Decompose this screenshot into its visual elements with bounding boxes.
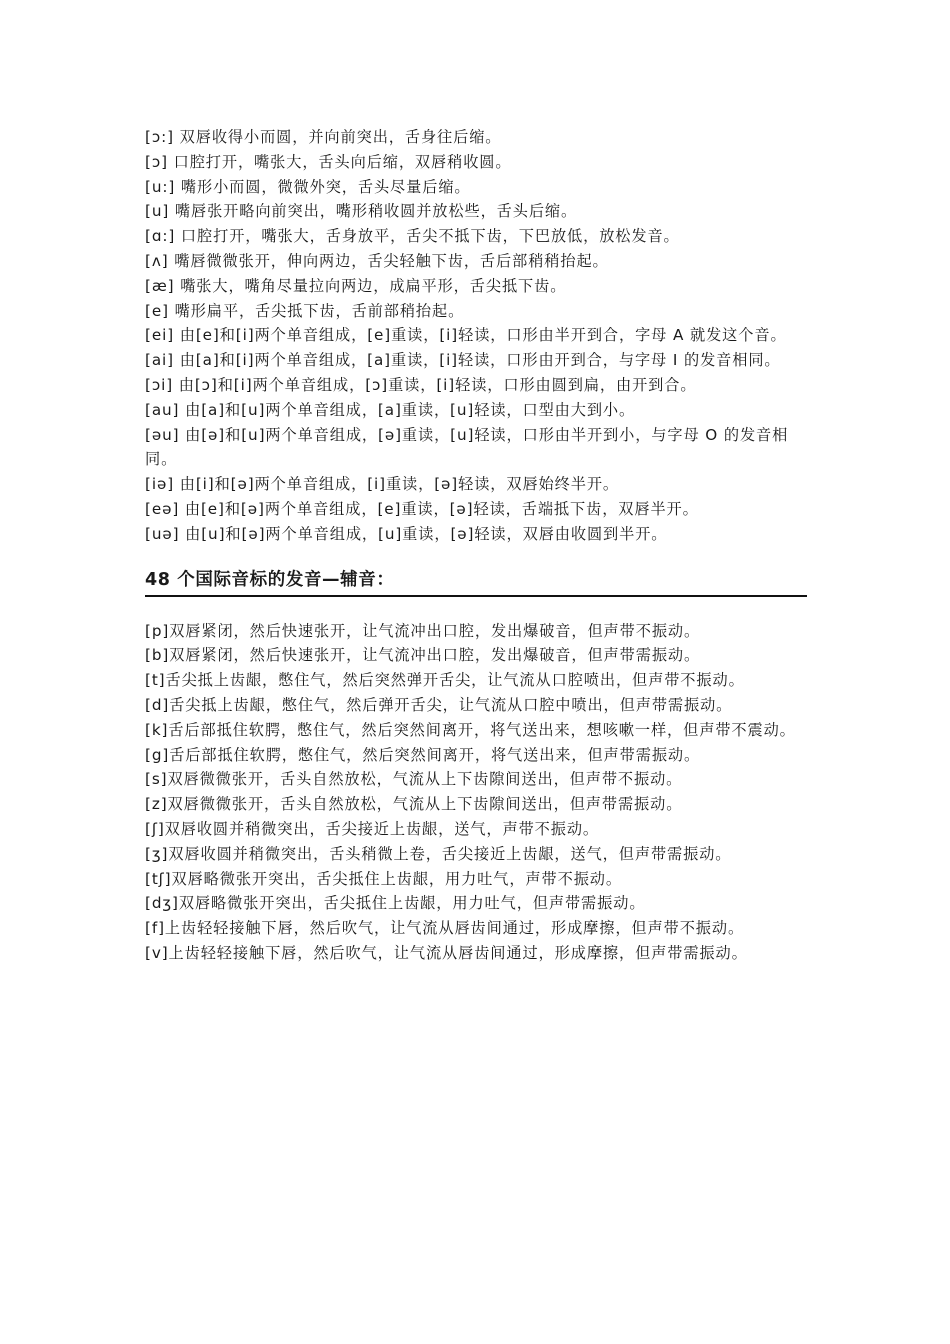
vowel-entry: [ɔi] 由[ɔ]和[i]两个单音组成，[ɔ]重读，[i]轻读，口形由圆到扁，由开到合。: [145, 375, 697, 394]
consonant-entry: [b]双唇紧闭，然后快速张开，让气流冲出口腔，发出爆破音，但声带需振动。: [145, 646, 701, 665]
consonant-entry: [s]双唇微微张开，舌头自然放松，气流从上下齿隙间送出，但声带不振动。: [145, 770, 683, 789]
consonant-entry: [t]舌尖抵上齿龈，憋住气，然后突然弹开舌尖，让气流从口腔喷出，但声带不振动。: [145, 671, 745, 690]
consonant-entry: [d]舌尖抵上齿龈，憋住气，然后弹开舌尖，让气流从口腔中喷出，但声带需振动。: [145, 695, 733, 714]
vowel-entry: [e] 嘴形扁平，舌尖抵下齿，舌前部稍抬起。: [145, 301, 465, 320]
vowel-entry: [u] 嘴唇张开略向前突出，嘴形稍收圆并放松些，舌头后缩。: [145, 202, 578, 221]
consonant-entry: [v]上齿轻轻接触下唇，然后吹气，让气流从唇齿间通过，形成摩擦，但声带需振动。: [145, 943, 748, 962]
document-page: [145, 125, 807, 966]
vowel-entry: [ai] 由[a]和[i]两个单音组成，[a]重读，[i]轻读，口形由开到合，与字母 I 的发音相同。: [145, 351, 781, 370]
consonant-list: [145, 619, 807, 966]
vowel-entry: [ʌ] 嘴唇微微张开，伸向两边，舌尖轻触下齿，舌后部稍稍抬起。: [145, 251, 609, 270]
vowel-entry: [əu] 由[ə]和[u]两个单音组成，[ə]重读，[u]轻读，口形由半开到小，与字母 O 的发音相同。: [145, 425, 789, 469]
vowel-entry: [eə] 由[e]和[ə]两个单音组成，[e]重读，[ə]轻读，舌端抵下齿，双唇半开。: [145, 499, 699, 518]
consonant-entry: [ʒ]双唇收圆并稍微突出，舌头稍微上卷，舌尖接近上齿龈，送气，但声带需振动。: [145, 844, 732, 863]
vowel-entry: [ɑ:] 口腔打开，嘴张大，舌身放平，舌尖不抵下齿，下巴放低，放松发音。: [145, 227, 680, 246]
consonant-entry: [k]舌后部抵住软腭，憋住气，然后突然间离开，将气送出来，想咳嗽一样，但声带不震动。: [145, 720, 796, 739]
consonant-entry: [f]上齿轻轻接触下唇，然后吹气，让气流从唇齿间通过，形成摩擦，但声带不振动。: [145, 919, 745, 938]
consonant-entry: [ʃ]双唇收圆并稍微突出，舌尖接近上齿龈，送气，声带不振动。: [145, 819, 600, 838]
vowel-entry: [ɔ:] 双唇收得小而圆，并向前突出，舌身往后缩。: [145, 128, 502, 146]
consonant-entry: [p]双唇紧闭，然后快速张开，让气流冲出口腔，发出爆破音，但声带不振动。: [145, 621, 701, 640]
vowel-entry: [u:] 嘴形小而圆，微微外突，舌头尽量后缩。: [145, 177, 471, 196]
vowel-entry: [iə] 由[i]和[ə]两个单音组成，[i]重读，[ə]轻读，双唇始终半开。: [145, 475, 619, 494]
consonant-entry: [z]双唇微微张开，舌头自然放松，气流从上下齿隙间送出，但声带需振动。: [145, 795, 683, 814]
vowel-entry: [ɔ] 口腔打开，嘴张大，舌头向后缩，双唇稍收圆。: [145, 152, 512, 171]
vowel-list: [145, 125, 807, 547]
consonant-entry: [dʒ]双唇略微张开突出，舌尖抵住上齿龈，用力吐气，但声带需振动。: [145, 894, 646, 913]
vowel-entry: [ei] 由[e]和[i]两个单音组成，[e]重读，[i]轻读，口形由半开到合，字母 A 就发这个音。: [145, 326, 787, 345]
section-title: 48 个国际音标的发音—辅音：: [145, 567, 807, 597]
consonant-section-header: [145, 567, 807, 597]
vowel-entry: [æ] 嘴张大，嘴角尽量拉向两边，成扁平形，舌尖抵下齿。: [145, 276, 567, 295]
consonant-entry: [tʃ]双唇略微张开突出，舌尖抵住上齿龈，用力吐气，声带不振动。: [145, 869, 622, 888]
consonant-entry: [g]舌后部抵住软腭，憋住气，然后突然间离开，将气送出来，但声带需振动。: [145, 745, 701, 764]
vowel-entry: [uə] 由[u]和[ə]两个单音组成，[u]重读，[ə]轻读，双唇由收圆到半开。: [145, 524, 668, 543]
vowel-entry: [au] 由[a]和[u]两个单音组成，[a]重读，[u]轻读，口型由大到小。: [145, 400, 636, 419]
